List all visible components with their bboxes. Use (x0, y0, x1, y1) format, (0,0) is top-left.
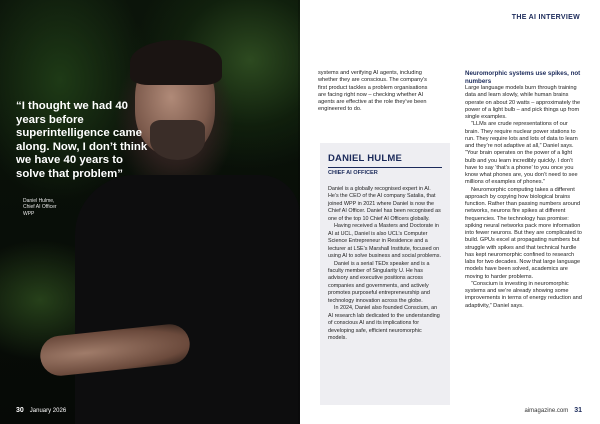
quote-attribution (23, 198, 83, 217)
person-hair (130, 40, 222, 85)
col2-paragraph-3: Neuromorphic computing takes a different approach by copying how biological brains function. Rather than passing numbers around networks, neurons fire spikes at different frequencies. The technology has promise: spiking neural networks pack more information into fewer neurons. But they are complicated to build. GPUs excel at propagating numbers but struggle with spikes and that technical hurdle has kept neuromorphic confined to research labs for two decades. Now that large language models have been solved, academics are moving to harder problems. (465, 186, 582, 280)
issue-date: January 2026 (29, 408, 67, 414)
attribution-name: Daniel Hulme, (23, 198, 55, 204)
site-url: aimagazine.com (524, 408, 569, 414)
bio-box (320, 143, 450, 405)
article-column-2 (465, 70, 583, 310)
col2-paragraph-4: “Conscium is investing in neuromorphic systems and we’re already showing some improvements in terms of energy reduction and adaptivity,” Daniel says. (465, 280, 582, 309)
article-column-1 (318, 70, 430, 114)
pull-quote: “I thought we had 40 years before superintelligence came along. Now, I don’t think we have 40 years to solve that problem” (16, 100, 148, 180)
bio-paragraph-3: Daniel is a serial TEDx speaker and is a faculty member of Singularity U. He has advisory and executive positions across companies and governments, and actively promotes purposeful entrepreneurship and technology innovation across the globe. (328, 260, 430, 304)
bio-paragraph-2: Having received a Masters and Doctorate in AI at UCL, Daniel is also UCL’s Computer Science Entrepreneur in Residence and a lecturer at LSE’s Marshall Institute, focused on using AI to solve business and social problems. (328, 223, 441, 260)
article-subhead: Neuromorphic systems use spikes, not numbers (465, 70, 581, 85)
bio-text (328, 186, 442, 343)
attribution-company: WPP (23, 210, 35, 217)
right-page (300, 0, 600, 424)
right-page-number: 31 (574, 407, 582, 414)
col2-paragraph-1: Large language models burn through training data and learn slowly, while human brains operate on about 20 watts – approximately the power of a light bulb – and pick things up from single examples. (465, 85, 581, 120)
col1-paragraph: systems and verifying AI agents, including whether they are conscious. The company’s first product tackles a problem organisations are facing right now – checking whether AI agents are effective at the role they’ve been engineered to do. (318, 70, 428, 113)
bio-name: DANIEL HULME (328, 153, 403, 164)
person-beard (150, 120, 205, 160)
bio-role: CHIEF AI OFFICER (328, 170, 378, 176)
left-page-number: 30 (16, 407, 24, 414)
left-folio (16, 407, 66, 414)
person-silhouette (75, 175, 300, 424)
col2-paragraph-2: “LLMs are crude representations of our brain. They require nuclear power stations to run. They require lots and lots of data to learn and they’re not adaptive at all,” Daniel says. “Your brain operates on the power of a light bulb and you learn incredibly quickly. I don’t have to say ‘that’s a phone’ to you once you know what phones are, you don’t need to see millions of examples of phones.” (465, 121, 578, 186)
bio-paragraph-4: In 2024, Daniel also founded Conscium, an AI research lab dedicated to the understanding of conscious AI and its implications for developing safe, efficient neuromorphic models. (328, 305, 440, 342)
right-folio (525, 407, 582, 414)
bio-paragraph-1: Daniel is a globally recognised expert in AI. He’s the CEO of the AI company Satalia, that joined WPP in 2021 where Daniel is now the Chief AI Officer. Daniel has been recognised as one of the top 10 Chief AI Officers globally. (328, 186, 441, 222)
attribution-role: Chief AI Officer (23, 204, 57, 211)
section-label: THE AI INTERVIEW (511, 14, 580, 21)
bio-divider (328, 167, 442, 168)
